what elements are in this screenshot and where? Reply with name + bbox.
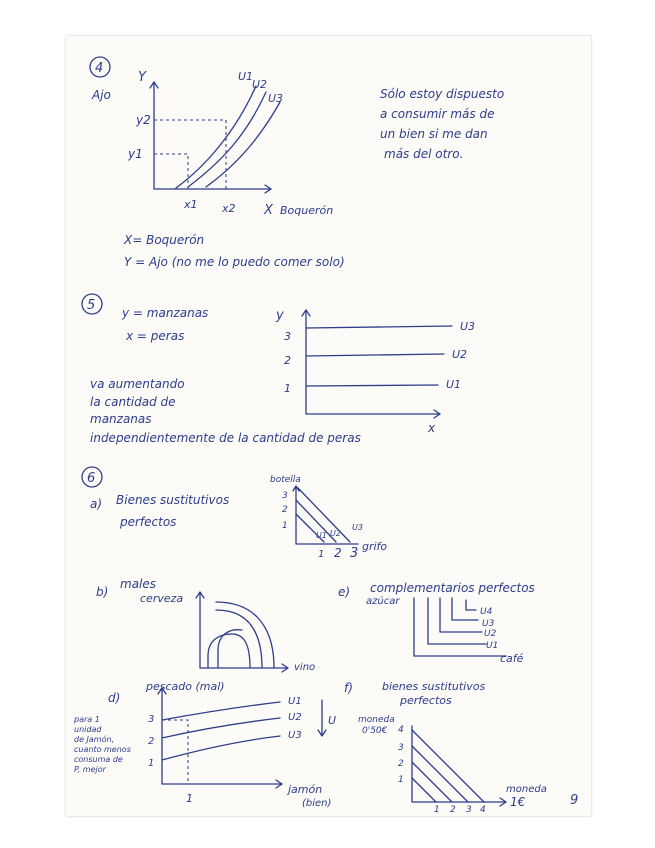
- ex6d-axis-y: pescado (mal): [146, 680, 225, 693]
- ex4-guide-y2: [154, 120, 226, 189]
- ex6e-curve-u4: [466, 600, 476, 610]
- ex6a-y-tick-3: 3: [282, 491, 288, 501]
- ex5-note-line-3: manzanas: [90, 412, 152, 426]
- ex6a-x-tick-2: 2: [334, 546, 342, 560]
- ex4-curve-u2: [188, 92, 266, 187]
- ex6a-x-tick-3: 3: [350, 546, 359, 561]
- ex4-axis-x-name: Boquerón: [280, 204, 334, 217]
- ex6f-axis-x-line-1: moneda: [506, 784, 547, 795]
- ex6d-y-tick-2: 2: [148, 736, 155, 747]
- ex4-axes: [154, 82, 271, 189]
- ex6e-u1: U1: [486, 641, 499, 651]
- page-number: 9: [570, 793, 579, 808]
- ex6d-curve-u3: [162, 736, 280, 760]
- ex4-axis-x: X: [264, 203, 273, 218]
- ex6f-axis-y-line-2: 0'50€: [362, 726, 388, 736]
- ex6a-axis-x: grifo: [362, 540, 388, 553]
- ex6d-x-tick: 1: [186, 792, 193, 805]
- ex6e-curve-u3: [452, 598, 478, 620]
- ex5-axes: [306, 310, 440, 414]
- ex6f-x-tick-2: 2: [450, 805, 456, 815]
- ex4-axis-y-name: Ajo: [92, 88, 111, 102]
- ex6a-text-line-2: perfectos: [120, 515, 177, 529]
- ex6d-axis-x: jamón: [288, 783, 323, 796]
- ex6-number: 6: [87, 471, 96, 486]
- ex6d-side-note-3: de Jamón,: [74, 735, 115, 744]
- ex6f-axis-y-line-1: moneda: [358, 715, 395, 725]
- ex6b-text: males: [120, 577, 157, 591]
- ex6a-y-tick-1: 1: [282, 521, 288, 531]
- ex5-note-line-4: independientemente de la cantidad de peras: [90, 431, 361, 445]
- ex4-def-y: Y = Ajo (no me lo puedo comer solo): [124, 255, 345, 269]
- ex6b-curve-3: [216, 610, 262, 668]
- ex6e-u2: U2: [484, 629, 497, 639]
- ex5-line-u2: [306, 354, 444, 356]
- ex6f-x-tick-4: 4: [480, 805, 486, 815]
- ex4-u1: U1: [238, 70, 254, 83]
- ex6d-curve-u2: [162, 718, 280, 738]
- ex6d-curve-u1: [162, 702, 280, 720]
- ex6d-y-tick-1: 1: [148, 758, 155, 769]
- ex6f-x-tick-1: 1: [434, 805, 440, 815]
- ex4-x2: x2: [222, 202, 236, 215]
- ex6a-u1: U1: [316, 531, 327, 540]
- ex6d-guide: [162, 720, 188, 784]
- ex4-axis-y: Y: [138, 70, 146, 85]
- ex4-u2: U2: [252, 78, 268, 91]
- ex6f-axes: [412, 726, 506, 802]
- ex6f-line-3: [412, 746, 468, 802]
- ex6b-axis-y: cerveza: [140, 592, 184, 605]
- ex6a-text-line-1: Bienes sustitutivos: [116, 493, 230, 507]
- ex6d-side-note-1: para 1: [74, 715, 100, 724]
- ex5-line-u3: [306, 326, 452, 328]
- ex5-def-x: x = peras: [126, 329, 185, 343]
- ex6e-u3: U3: [482, 619, 495, 629]
- ex4-curve-u1: [176, 86, 256, 188]
- ex6d-utility-arrow: [318, 700, 326, 736]
- ex6a-u2: U2: [330, 529, 341, 538]
- ex4-number: 4: [95, 61, 104, 76]
- ex6f-y-tick-4: 4: [398, 725, 404, 735]
- ex4-note-line-4: más del otro.: [384, 147, 464, 161]
- ex4-u3: U3: [268, 92, 284, 105]
- ex6a-x-tick-1: 1: [318, 549, 325, 560]
- ex4-note-line-2: a consumir más de: [380, 107, 495, 121]
- notebook-page: [66, 36, 591, 816]
- ex6e-label: e): [338, 585, 351, 599]
- ex5-u2: U2: [452, 348, 468, 361]
- ex6a-y-tick-2: 2: [282, 505, 288, 515]
- ex6d-arrow-label: U: [328, 714, 337, 727]
- ex5-axis-y: y: [276, 308, 284, 323]
- ex4-guide-y1: [154, 154, 188, 189]
- ex6b-axes: [200, 592, 288, 668]
- ex5-number: 5: [87, 298, 96, 313]
- ex6e-axis-y: azúcar: [366, 596, 400, 607]
- ex6f-x-tick-3: 3: [466, 805, 472, 815]
- ex4-note-line-3: un bien si me dan: [380, 127, 488, 141]
- ex6f-label: f): [344, 681, 353, 695]
- ex6d-side-note-5: consuma de: [74, 755, 123, 764]
- ex5-tick-1: 1: [284, 382, 291, 395]
- ex6f-text-line-1: bienes sustitutivos: [382, 680, 486, 693]
- ex5-note-line-2: la cantidad de: [90, 395, 176, 409]
- ex5-line-u1: [306, 385, 438, 386]
- ex5-def-y: y = manzanas: [122, 306, 209, 320]
- ex6d-axes: [162, 688, 282, 784]
- ex5-tick-3: 3: [284, 330, 291, 343]
- ex4-y2: y2: [136, 113, 151, 127]
- ex6f-y-tick-2: 2: [398, 759, 404, 769]
- ex4-note-line-1: Sólo estoy dispuesto: [380, 87, 505, 101]
- ex6e-text: complementarios perfectos: [370, 581, 535, 595]
- ex6b-label: b): [96, 585, 109, 599]
- ex6d-u3: U3: [288, 730, 302, 741]
- ex4-x1: x1: [184, 198, 198, 211]
- ex6f-y-tick-3: 3: [398, 743, 404, 753]
- ex6a-u3: U3: [352, 523, 363, 532]
- ex6d-u2: U2: [288, 712, 302, 723]
- ex6d-axis-x-note: (bien): [302, 798, 332, 809]
- ex5-tick-2: 2: [284, 354, 291, 367]
- ex6b-curve-1: [208, 634, 250, 668]
- ex6a-label: a): [90, 497, 103, 511]
- ex6e-u4: U4: [480, 607, 493, 617]
- ex6e-curve-u2: [440, 598, 482, 632]
- ex5-note-line-1: va aumentando: [90, 377, 185, 391]
- ex6b-axis-x: vino: [294, 662, 316, 673]
- ex6f-axis-x-line-2: 1€: [510, 795, 526, 809]
- ex6e-axis-x: café: [500, 652, 524, 665]
- ex6a-axis-y: botella: [270, 475, 301, 485]
- ex6d-y-tick-3: 3: [148, 714, 155, 725]
- ex6e-curve-u1: [428, 598, 486, 644]
- ex6d-label: d): [108, 691, 121, 705]
- ex6d-u1: U1: [288, 696, 302, 707]
- ex6d-side-note-4: cuanto menos: [74, 745, 131, 754]
- ex6f-line-4: [412, 730, 484, 802]
- ex6d-side-note-2: unidad: [74, 725, 102, 734]
- ex6f-y-tick-1: 1: [398, 775, 404, 785]
- ex6f-text-line-2: perfectos: [400, 694, 452, 707]
- ex6f-line-2: [412, 762, 452, 802]
- ex4-def-x: X= Boquerón: [124, 233, 205, 247]
- ex5-axis-x: x: [428, 421, 436, 435]
- ex4-curve-u3: [206, 102, 280, 187]
- ex6d-side-note-6: P, mejor: [74, 765, 106, 774]
- ex4-y1: y1: [128, 147, 143, 161]
- ex5-u1: U1: [446, 378, 462, 391]
- handwritten-notes: [66, 36, 591, 816]
- ex5-u3: U3: [460, 320, 476, 333]
